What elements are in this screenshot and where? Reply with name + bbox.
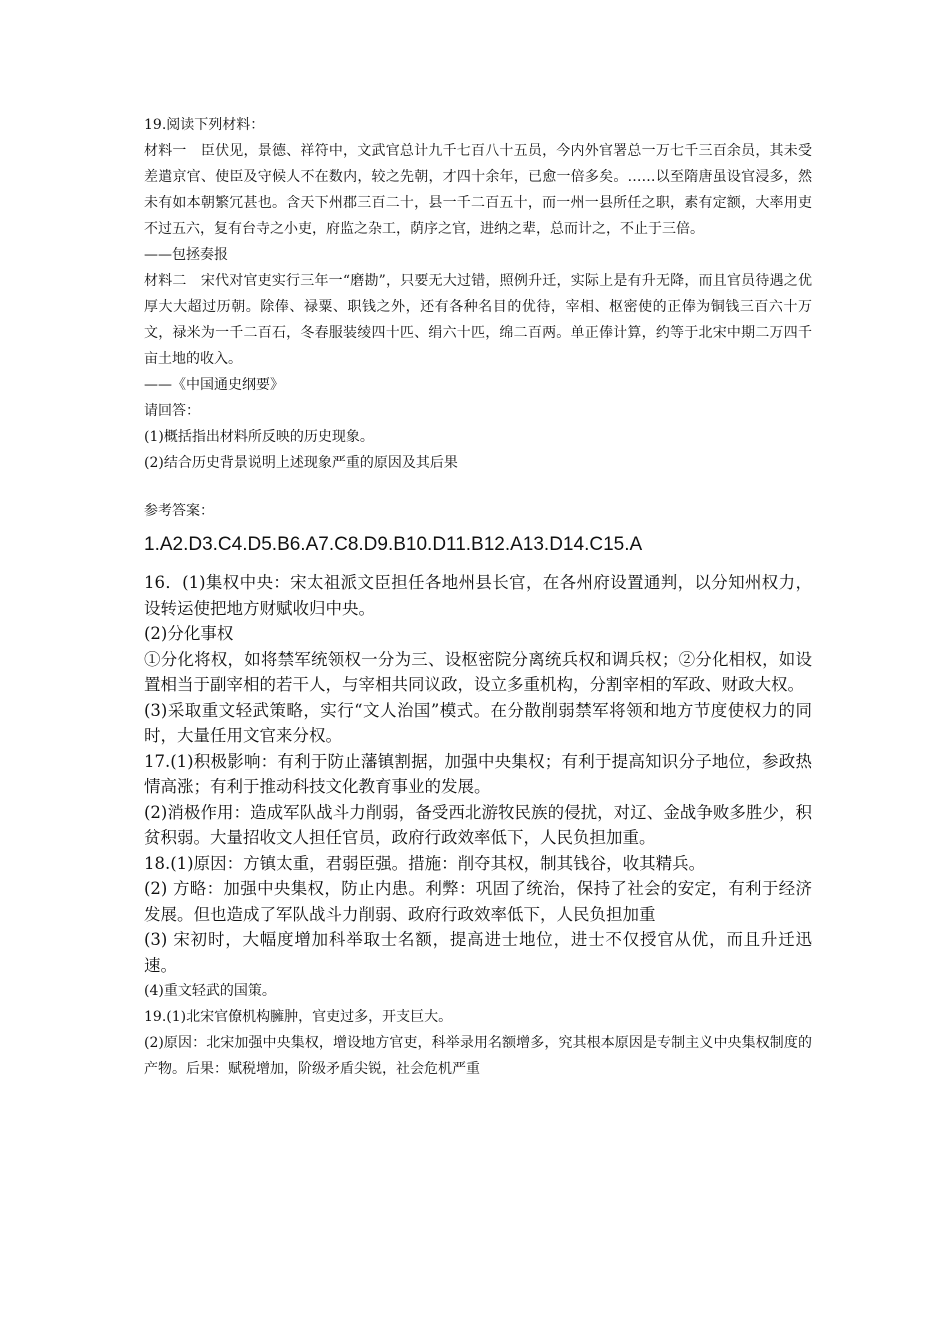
answer-16-part-2: (2)分化事权 [144, 624, 234, 643]
choice-answers-line: 1.A2.D3.C4.D5.B6.A7.C8.D9.B10.D11.B12.A13.D14.C15.A [144, 534, 643, 555]
sub-question-2: (2)结合历史背景说明上述现象严重的原因及其后果 [144, 455, 458, 471]
answer-16-part-2-detail: ①分化将权，如将禁军统领权一分为三、设枢密院分离统兵权和调兵权；②分化相权，如设置相当于副宰相的若干人，与宰相共同议政，设立多重机构，分割宰相的军政、财政大权。 [144, 649, 812, 694]
answer-prompt: 请回答： [144, 403, 200, 419]
answer-18-part-4: (4)重文轻武的国策。 [144, 983, 276, 999]
material-one-source: ——包拯奏报 [144, 247, 228, 263]
material-one: 材料一 臣伏见，景德、祥符中，文武官总计九千七百八十五员，今内外官署总一万七千三百余员，其未受差遣京官、使臣及守候人不在数内，较之先朝，才四十余年，已愈一倍多矣。……以至隋唐虽设官浸多，然未有如本朝繁冗甚也。含天下州郡三百二十，县一千二百五十，而一州一县所任之职，素有定额，大率用吏不过五六，复有台寺之小吏，府监之杂工，荫序之官，进纳之辈，总而计之，不止于三倍。 [144, 143, 812, 237]
material-two: 材料二 宋代对官吏实行三年一“磨勘”，只要无大过错，照例升迁，实际上是有升无降，而且官员待遇之优厚大大超过历朝。除俸、禄粟、职钱之外，还有各种名目的优待，宰相、枢密使的正俸为铜钱三百六十万文，禄米为一千二百石，冬春服装绫四十匹、绢六十匹，绵二百两。单正俸计算，约等于北宋中期二万四千亩土地的收入。 [144, 273, 812, 367]
sub-question-1: (1)概括指出材料所反映的历史现象。 [144, 429, 374, 445]
answers-heading: 参考答案： [144, 503, 214, 519]
answer-16-part-1: 16．(1)集权中央：宋太祖派文臣担任各地州县长官，在各州府设置通判，以分知州权力，设转运使把地方财赋收归中央。 [144, 573, 812, 618]
answer-17-part-1: 17.(1)积极影响：有利于防止藩镇割据，加强中央集权；有利于提高知识分子地位，参政热情高涨；有利于推动科技文化教育事业的发展。 [144, 751, 812, 796]
question-heading: 19.阅读下列材料： [144, 117, 265, 133]
answer-18-part-2: (2) 方略：加强中央集权，防止内患。利弊：巩固了统治，保持了社会的安定，有利于经济发展。但也造成了军队战斗力削弱、政府行政效率低下，人民负担加重 [144, 879, 812, 924]
answer-16-part-3: (3)采取重文轻武策略，实行“文人治国”模式。在分散削弱禁军将领和地方节度使权力的同时，大量任用文官来分权。 [144, 700, 812, 745]
material-two-source: ——《中国通史纲要》 [144, 377, 284, 393]
answer-18-part-1: 18.(1)原因：方镇太重，君弱臣强。措施：削夺其权，制其钱谷，收其精兵。 [144, 853, 706, 873]
section-spacer [144, 476, 812, 498]
answer-19-part-1: 19.(1)北宋官僚机构臃肿，官吏过多，开支巨大。 [144, 1009, 453, 1025]
answer-19-part-2: (2)原因：北宋加强中央集权，增设地方官吏，科举录用名额增多，究其根本原因是专制主义中央集权制度的产物。后果：赋税增加，阶级矛盾尖锐，社会危机严重 [144, 1035, 812, 1077]
document-page [144, 112, 812, 1082]
answer-18-part-3: (3) 宋初时，大幅度增加科举取士名额，提高进士地位，进士不仅授官从优，而且升迁迅速。 [144, 930, 812, 975]
answer-17-part-2: (2)消极作用：造成军队战斗力削弱，备受西北游牧民族的侵扰，对辽、金战争败多胜少，积贫积弱。大量招收文人担任官员，政府行政效率低下，人民负担加重。 [144, 802, 812, 847]
